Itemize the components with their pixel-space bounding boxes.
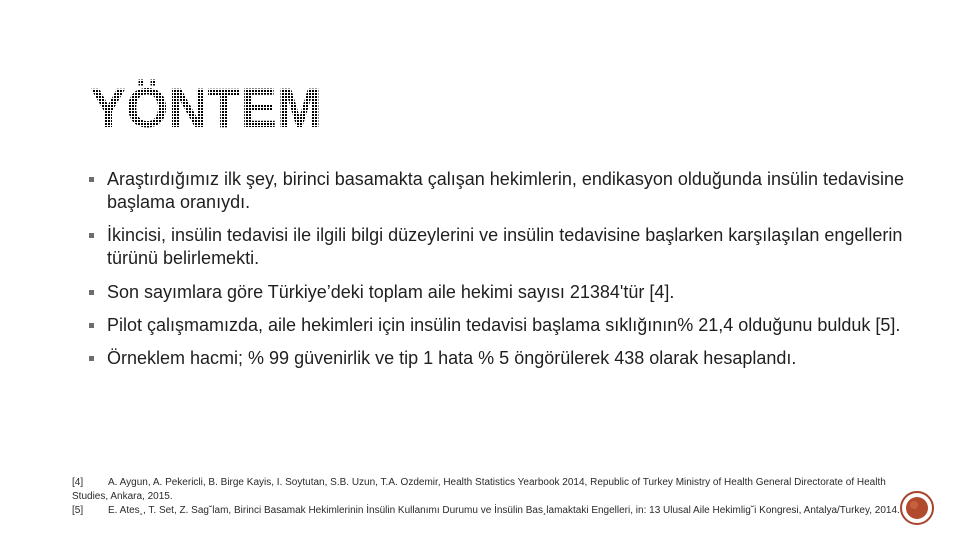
bullet-list	[88, 168, 908, 370]
footnote-number: [5]	[72, 505, 84, 516]
square-bullet-icon	[89, 323, 94, 328]
corner-badge-icon	[899, 490, 935, 526]
footnote-number: [4]	[72, 477, 84, 488]
bullet-text: İkincisi, insülin tedavisi ile ilgili bilgi düzeylerini ve insülin tedavisine başlarken karşılaşılan engellerin türünü belirlemekti.	[107, 225, 903, 268]
square-bullet-icon	[89, 177, 94, 182]
bullet-text: Son sayımlara göre Türkiye’deki toplam aile hekimi sayısı 21384'tür [4].	[107, 282, 675, 302]
bullet-item	[88, 224, 908, 270]
square-bullet-icon	[89, 290, 94, 295]
bullet-item	[88, 281, 908, 304]
square-bullet-icon	[89, 233, 94, 238]
bullet-item	[88, 314, 908, 337]
footnote	[72, 504, 902, 518]
footnote-text: A. Aygun, A. Pekericli, B. Birge Kayis, I. Soytutan, S.B. Uzun, T.A. Ozdemir, Health Statistics Yearbook 2014, Republic of Turkey Ministry of Health General Directorate of Health Studies, Ankara, 2015.	[72, 477, 886, 502]
page-title-graphic	[90, 78, 350, 134]
bullet-item	[88, 347, 908, 370]
page-title: YÖNTEM	[90, 78, 322, 134]
title-block	[90, 78, 350, 134]
bullet-text: Örneklem hacmi; % 99 güvenirlik ve tip 1 hata % 5 öngörülerek 438 olarak hesaplandı.	[107, 348, 797, 368]
square-bullet-icon	[89, 356, 94, 361]
bullet-text: Pilot çalışmamızda, aile hekimleri için insülin tedavisi başlama sıklığının% 21,4 olduğunu bulduk [5].	[107, 315, 901, 335]
bullet-item	[88, 168, 908, 214]
footnotes	[72, 476, 902, 518]
bullet-text: Araştırdığımız ilk şey, birinci basamakta çalışan hekimlerin, endikasyon olduğunda insülin tedavisine başlama oranıydı.	[107, 169, 905, 212]
footnote	[72, 476, 902, 504]
footnote-text: E. Ates¸, T. Set, Z. Sag˘lam, Birinci Basamak Hekimlerinin İnsülin Kullanımı Durumu ve İnsülin Bas¸lamaktaki Engelleri, in: 13 Ulusal Aile Hekimlig˘i Kongresi, Antalya/Turkey, 2014.	[108, 505, 900, 516]
